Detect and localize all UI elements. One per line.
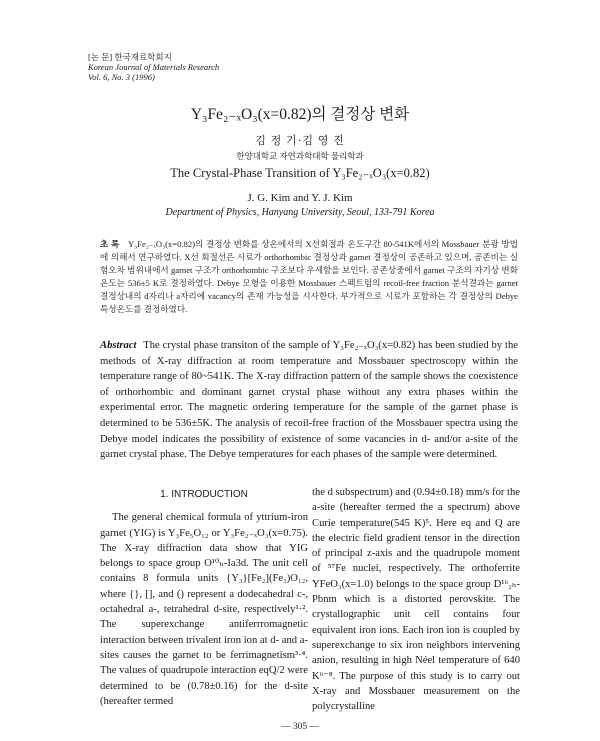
paper-title-ko: Y₃Fe₂₋ₓO₃(x=0.82)의 결정상 변화: [190, 106, 410, 123]
abstract-ko: [100, 238, 518, 315]
abstract-ko-label: 초 록: [100, 239, 120, 249]
abstract-en: [100, 338, 518, 463]
page-number: — 305 —: [281, 722, 319, 732]
body-column-right: [312, 485, 520, 714]
journal-name-ko: [논 문] 한국재료학회지: [88, 52, 172, 62]
body-column-left: [100, 487, 308, 709]
authors-en: J. G. Kim and Y. J. Kim: [247, 192, 353, 204]
journal-volume: Vol. 6, No. 3 (1996): [88, 72, 155, 82]
affiliation-ko: 한양대학교 자연과학대학 물리학과: [236, 151, 364, 161]
body-paragraph-left: The general chemical formula of yttrium-iron garnet (YIG) is Y₃Fe₅O₁₂ or Y₃Fe₂₋ₓO₃(x=0.75). The X-ray diffraction data show that YIG belongs to space group O¹⁰ₕ-Ia3d. The unit cell contains 8 formula units {Y₃}[Fe₂](Fe₃)O₁₂, where {}, [], and () represent a dodecahedral c-, octahedral a-, tetrahedral d-site, respectively¹·². The superexchange antiferrromagnetic interaction between trivalent iron ion at d- and a-sites causes the garnet to be ferrimagnetism³·⁴. The values of quadrupole interaction eqQ/2 were determined to be (0.78±0.16) for the d-site (hereafter termed: [100, 512, 308, 707]
journal-header: [88, 52, 219, 82]
section-heading: 1. INTRODUCTION: [160, 489, 248, 500]
affiliation-en: Department of Physics, Hanyang University, Seoul, 133-791 Korea: [165, 207, 435, 218]
authors-ko: 김 정 기·김 영 진: [255, 135, 345, 147]
abstract-en-text: The crystal phase transiton of the sample of Y₃Fe₂₋ₓO₃(x=0.82) has been studied by the methods of X-ray diffraction at room temperature and Mossbauer spectroscopy within the temperature range of 80~541K. The X-ray diffraction pattern of the sample shows the coexistence of orthorhombic and dominant garnet crystal phase without any extra phases within the experimental error. The magnetic ordering temperature for the sample of the garnet phase is determined to be 536±5K. The analysis of recoil-free fraction of the Mossbauer spectra using the Debye model indicates the possibility of existence of some vacancies in d- and/or a-site of the garnet crystal phase. The Debye temperatures for each phases of the sample were determined.: [100, 340, 518, 461]
body-paragraph-right: the d subspectrum) and (0.94±0.18) mm/s for the a-site (hereafter termed the a spectrum) above Curie temperature(545 K)⁵. Here eq and Q are the electric field gradient tensor in the direction of principal z-axis and the quadrupole moment of ⁵⁷Fe nuclei, respectively. The orthoferrite YFeO₃(x=1.0) belongs to the space group D¹⁶₂ₕ-Pbnm which is a distorted perovskite. The crystallographic unit cell contains four equivalent iron ions. Each iron ion is coupled by superexchange to six iron neighbors intervening anion, resulting in high Néel temperature of 640 K⁶⁻⁸. The purpose of this study is to carry out X-ray and Mossbauer measurement on the polycrystalline: [312, 487, 520, 713]
abstract-en-label: Abstract: [100, 340, 137, 351]
paper-title-en: The Crystal-Phase Transition of Y₃Fe₂₋ₓO₃(x=0.82): [170, 166, 430, 180]
abstract-ko-text: Y₃Fe₂₋ₓO₃(x=0.82)의 결정상 변화를 상온에서의 X선회절과 온도구간 80-541K에서의 Mossbauer 분광 방법에 의해서 연구하였다. X선 회절선은 시료가 orthorhombic 결정상과 garnet 결정상이 공존하고 있으며, 공존비는 실험오차 범위내에서 garnet 구조가 orthorhombic 구조보다 우세함을 보인다. 공존상중에서 garnet 구조의 자기상 변화온도는 536±5 K로 결정하였다. Debye 모형을 이용한 Mossbauer 스펙트럼의 recoil-free fraction 분석결과는 garnet 결정상내의 d자리나 a자리에 vacancy의 존재 가능성을 시사한다. 부가적으로 시료가 포함하는 각 결정상의 Debye 특성온도를 결정하였다.: [100, 239, 518, 314]
journal-name-en: Korean Journal of Materials Research: [88, 62, 220, 72]
